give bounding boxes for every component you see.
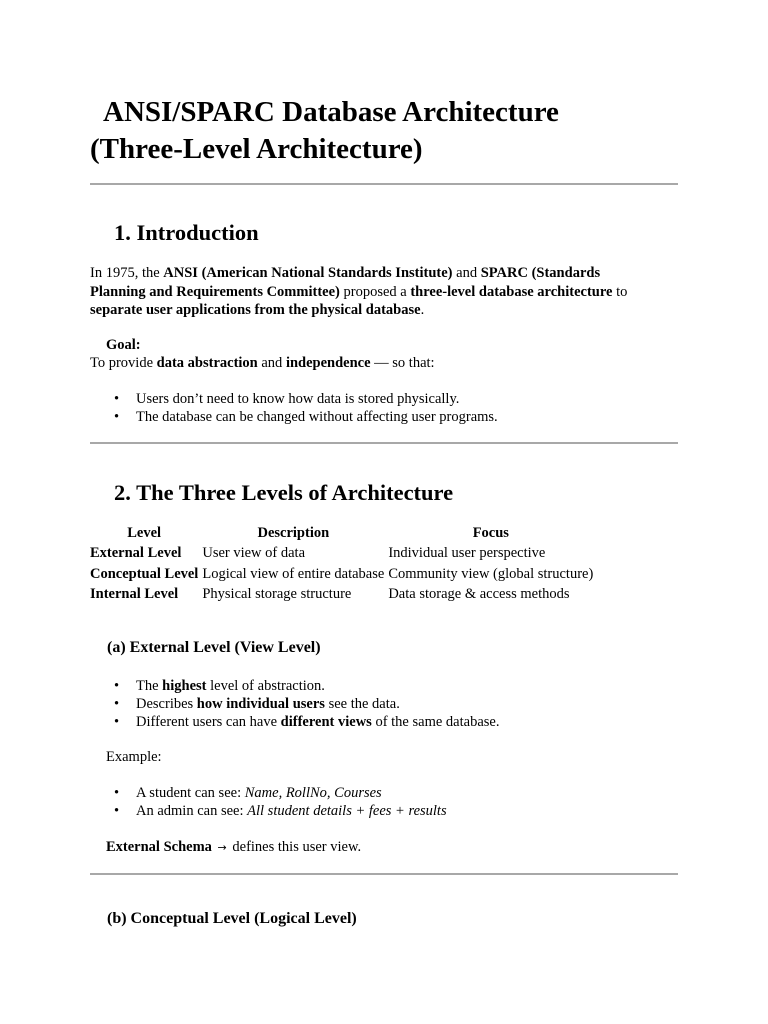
goal-bullet-list — [90, 390, 498, 426]
goal-label: Goal: — [106, 337, 141, 353]
arrow-right-icon: → — [217, 841, 227, 854]
column-header-description: Description — [257, 524, 330, 541]
external-bullet-list — [90, 677, 499, 731]
table-cell: Data storage & access methods — [388, 586, 570, 603]
table-cell: Internal Level — [90, 586, 179, 603]
external-schema-line: External Schema → defines this user view. — [106, 839, 362, 855]
list-item: • A student can see: Name, RollNo, Courses — [90, 784, 447, 802]
example-bullet-list — [90, 784, 447, 820]
table-cell: User view of data — [202, 545, 306, 562]
table-cell: Community view (global structure) — [388, 565, 594, 582]
list-item: • The highest level of abstraction. — [90, 677, 499, 695]
list-item: • The database can be changed without affecting user programs. — [90, 408, 498, 426]
column-header-level: Level — [127, 524, 162, 541]
divider — [90, 873, 678, 875]
list-item: • An admin can see: All student details + fees + results — [90, 802, 447, 820]
list-item: • Users don’t need to know how data is stored physically. — [90, 390, 498, 408]
levels-table — [88, 523, 595, 605]
table-row — [88, 585, 595, 606]
table-cell: Physical storage structure — [202, 586, 352, 603]
table-row — [88, 544, 595, 565]
table-cell: Logical view of entire database — [202, 565, 385, 582]
table-cell: Conceptual Level — [90, 565, 199, 582]
list-item: • Different users can have different views of the same database. — [90, 713, 499, 731]
table-cell: Individual user perspective — [388, 545, 546, 562]
intro-paragraph: In 1975, the ANSI (American National Standards Institute) and SPARC (Standards Planning and Requirements Committee) proposed a three-level database architecture to separate user applications from the physical database. — [90, 265, 628, 318]
section-heading-three-levels: 2. The Three Levels of Architecture — [114, 480, 454, 505]
subsection-heading-external: (a) External Level (View Level) — [107, 639, 321, 656]
column-header-focus: Focus — [472, 524, 509, 541]
document-title: ANSI/SPARC Database Architecture (Three-Level Architecture) — [90, 96, 559, 165]
divider — [90, 183, 678, 185]
goal-text: To provide data abstraction and independence — so that: — [90, 355, 435, 371]
list-item: • Describes how individual users see the data. — [90, 695, 499, 713]
section-heading-introduction: 1. Introduction — [114, 220, 259, 245]
divider — [90, 442, 678, 444]
table-cell: External Level — [90, 545, 182, 562]
example-label: Example: — [106, 749, 162, 765]
table-row — [88, 564, 595, 585]
table-header-row — [88, 523, 595, 544]
subsection-heading-conceptual: (b) Conceptual Level (Logical Level) — [107, 910, 357, 927]
